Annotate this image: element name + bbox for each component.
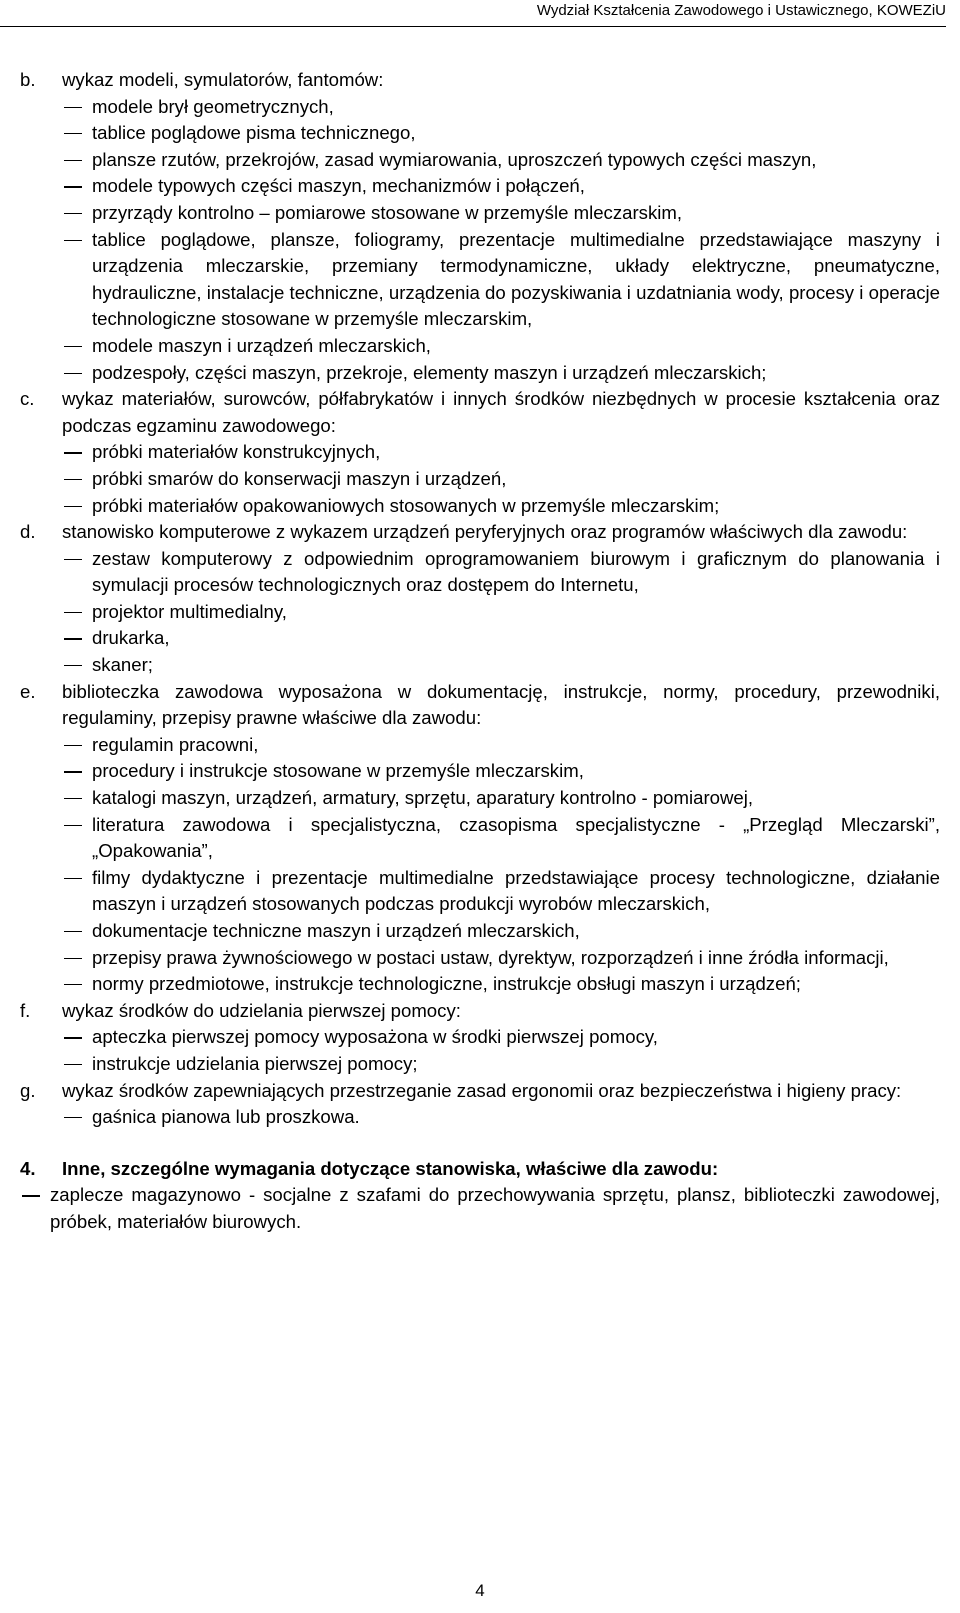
- section-body: [62, 679, 940, 998]
- section-4-list: [20, 1182, 940, 1235]
- section-body: [62, 67, 940, 386]
- list-item: przepisy prawa żywnościowego w postaci ustaw, dyrektyw, rozporządzeń i inne źródła informacji,: [62, 945, 940, 972]
- section-4-heading: [20, 1156, 940, 1183]
- section-c: [20, 386, 940, 519]
- section-list: [62, 546, 940, 679]
- page-header: [0, 0, 946, 27]
- section-heading: biblioteczka zawodowa wyposażona w dokumentację, instrukcje, normy, procedury, przewodniki, regulaminy, przepisy prawne właściwe dla zawodu:: [62, 680, 940, 729]
- list-item: podzespoły, części maszyn, przekroje, elementy maszyn i urządzeń mleczarskich;: [62, 360, 940, 387]
- section-heading: wykaz środków do udzielania pierwszej pomocy:: [62, 999, 461, 1021]
- section-letter: b.: [20, 69, 36, 90]
- list-item: drukarka,: [62, 625, 940, 652]
- list-item: zestaw komputerowy z odpowiednim oprogramowaniem biurowym i graficznym do planowania i symulacji procesów technologicznych oraz dostępem do Internetu,: [62, 546, 940, 599]
- section-body: [62, 386, 940, 519]
- list-item: zaplecze magazynowo - socjalne z szafami do przechowywania sprzętu, plansz, biblioteczki zawodowej, próbek, materiałów biurowych.: [20, 1182, 940, 1235]
- list-item: próbki materiałów konstrukcyjnych,: [62, 439, 940, 466]
- section-list: [62, 439, 940, 519]
- list-item: skaner;: [62, 652, 940, 679]
- header-title: Wydział Kształcenia Zawodowego i Ustawicznego, KOWEZiU: [536, 2, 946, 19]
- page-number: 4: [475, 1581, 485, 1600]
- document-content: [20, 67, 940, 1236]
- section-letter: f.: [20, 999, 31, 1021]
- list-item: procedury i instrukcje stosowane w przemyśle mleczarskim,: [62, 758, 940, 785]
- section-list: [62, 94, 940, 387]
- list-item: regulamin pracowni,: [62, 732, 940, 759]
- list-item: modele brył geometrycznych,: [62, 94, 940, 121]
- list-item: apteczka pierwszej pomocy wyposażona w środki pierwszej pomocy,: [62, 1024, 940, 1051]
- section-d: [20, 519, 940, 679]
- section-heading: wykaz materiałów, surowców, półfabrykatów i innych środków niezbędnych w procesie kształcenia oraz podczas egzaminu zawodowego:: [62, 388, 940, 436]
- list-item: filmy dydaktyczne i prezentacje multimedialne przedstawiające procesy technologiczne, działanie maszyn i urządzeń stosowanych podczas produkcji wyrobów mleczarskich,: [62, 865, 940, 918]
- list-item: katalogi maszyn, urządzeń, armatury, sprzętu, aparatury kontrolno - pomiarowej,: [62, 785, 940, 812]
- section-heading: wykaz środków zapewniających przestrzeganie zasad ergonomii oraz bezpieczeństwa i higieny pracy:: [62, 1079, 902, 1101]
- section-e: [20, 679, 940, 998]
- section-letter: g.: [20, 1079, 36, 1101]
- section-heading: wykaz modeli, symulatorów, fantomów:: [62, 69, 384, 90]
- equipment-sections: [20, 67, 940, 1131]
- section-f: [20, 998, 940, 1078]
- section-g: [20, 1078, 940, 1131]
- list-item: instrukcje udzielania pierwszej pomocy;: [62, 1051, 940, 1078]
- list-item: plansze rzutów, przekrojów, zasad wymiarowania, uproszczeń typowych części maszyn,: [62, 147, 940, 174]
- list-item: tablice poglądowe pisma technicznego,: [62, 120, 940, 147]
- list-item: literatura zawodowa i specjalistyczna, czasopisma specjalistyczne - „Przegląd Mleczarski”, „Opakowania”,: [62, 812, 940, 865]
- list-item: dokumentacje techniczne maszyn i urządzeń mleczarskich,: [62, 918, 940, 945]
- list-item: gaśnica pianowa lub proszkowa.: [62, 1104, 940, 1131]
- list-item: normy przedmiotowe, instrukcje technologiczne, instrukcje obsługi maszyn i urządzeń;: [62, 971, 940, 998]
- list-item: próbki smarów do konserwacji maszyn i urządzeń,: [62, 466, 940, 493]
- section-body: [62, 1078, 940, 1131]
- section-list: [62, 732, 940, 998]
- section-letter: c.: [20, 388, 35, 410]
- section-4-title: Inne, szczególne wymagania dotyczące stanowiska, właściwe dla zawodu:: [62, 1157, 719, 1179]
- list-item: tablice poglądowe, plansze, foliogramy, prezentacje multimedialne przedstawiające maszyny i urządzenia mleczarskie, przemiany termodynamiczne, układy elektryczne, pneumatyczne, hydrauliczne, instalacje techniczne, urządzenia do pozyskiwania i uzdatniania wody, procesy i operacje technologiczne stosowane w przemyśle mleczarskim,: [62, 227, 940, 333]
- list-item: próbki materiałów opakowaniowych stosowanych w przemyśle mleczarskim;: [62, 493, 940, 520]
- section-letter: d.: [20, 521, 36, 543]
- section-list: [62, 1024, 940, 1077]
- section-list: [62, 1104, 940, 1131]
- section-heading: stanowisko komputerowe z wykazem urządzeń peryferyjnych oraz programów właściwych dla zawodu:: [62, 521, 908, 543]
- section-body: [62, 998, 940, 1078]
- list-item: projektor multimedialny,: [62, 599, 940, 626]
- list-item: przyrządy kontrolno – pomiarowe stosowane w przemyśle mleczarskim,: [62, 200, 940, 227]
- section-4: [20, 1156, 940, 1236]
- list-item: modele maszyn i urządzeń mleczarskich,: [62, 333, 940, 360]
- section-4-number: 4.: [20, 1157, 36, 1179]
- section-b: [20, 67, 940, 386]
- section-letter: e.: [20, 680, 36, 702]
- section-body: [62, 519, 940, 679]
- list-item: modele typowych części maszyn, mechanizmów i połączeń,: [62, 173, 940, 200]
